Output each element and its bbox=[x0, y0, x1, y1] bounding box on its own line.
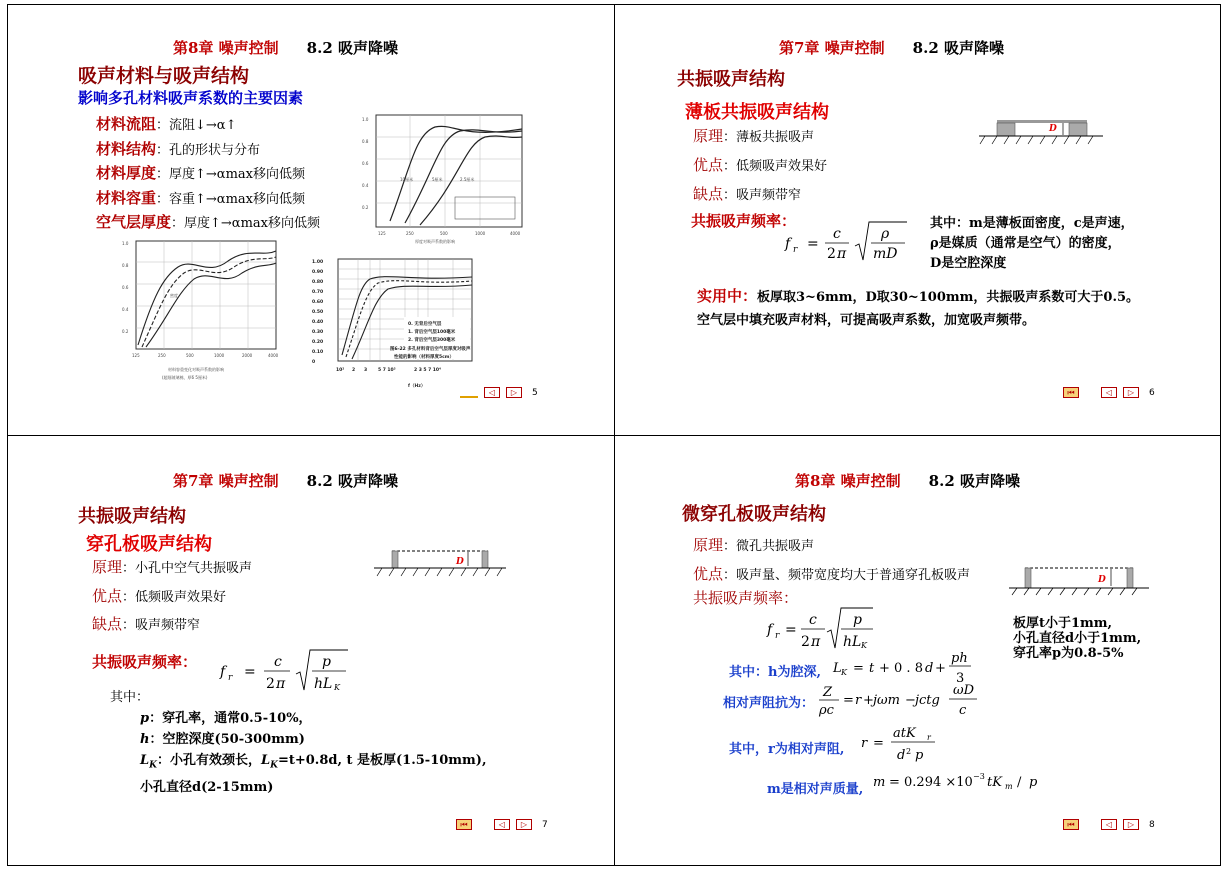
slide-subtitle: 穿孔板吸声结构 bbox=[86, 534, 212, 555]
svg-text:−3: −3 bbox=[973, 772, 985, 781]
svg-text:=: = bbox=[807, 236, 819, 252]
svg-text:K: K bbox=[841, 668, 847, 677]
home-icon: ⏮ bbox=[1067, 819, 1075, 829]
svg-text:5厘米: 5厘米 bbox=[432, 177, 443, 182]
svg-text:D: D bbox=[1098, 575, 1106, 585]
prev-button[interactable] bbox=[1101, 819, 1117, 830]
svg-text:r: r bbox=[775, 631, 780, 641]
svg-text:0.60: 0.60 bbox=[312, 300, 324, 305]
svg-text:图6-22 多孔材料背后空气层厚度对吸声: 图6-22 多孔材料背后空气层厚度对吸声 bbox=[390, 347, 471, 352]
frequency-label: 共振吸声频率： bbox=[92, 653, 198, 671]
svg-text:(超细玻璃棉，厚6 5厘米): (超细玻璃棉，厚6 5厘米) bbox=[162, 375, 208, 380]
home-icon: ⏮ bbox=[1067, 387, 1075, 397]
home-button[interactable] bbox=[460, 387, 478, 398]
svg-text:+: + bbox=[863, 693, 874, 708]
prev-icon: ◁ bbox=[1105, 388, 1113, 397]
slide-8 bbox=[615, 436, 1221, 866]
svg-text:=: = bbox=[843, 693, 854, 708]
svg-text:=: = bbox=[785, 622, 797, 638]
svg-text:/: / bbox=[1017, 775, 1022, 790]
svg-text:p: p bbox=[1029, 775, 1038, 790]
impedance-formula bbox=[817, 680, 987, 720]
svg-text:0. 无背后空气层: 0. 无背后空气层 bbox=[408, 322, 442, 327]
advantage-line: 优点：吸声量、频带宽度均大于普通穿孔板吸声 bbox=[693, 565, 971, 583]
svg-text:ph: ph bbox=[951, 651, 968, 666]
slide-title: 共振吸声结构 bbox=[677, 69, 785, 90]
next-icon: ▷ bbox=[1127, 388, 1135, 397]
slide-title: 微穿孔板吸声结构 bbox=[682, 504, 826, 525]
r-formula bbox=[859, 723, 949, 765]
chapter-label: 第8章 噪声控制 bbox=[173, 39, 279, 57]
slide-header bbox=[173, 37, 398, 58]
svg-text:2 3 5 7 10⁴: 2 3 5 7 10⁴ bbox=[414, 368, 442, 373]
slide-subtitle: 影响多孔材料吸声系数的主要因素 bbox=[78, 89, 304, 107]
svg-text:mD: mD bbox=[873, 246, 898, 262]
svg-text:t: t bbox=[869, 661, 875, 676]
svg-text:2: 2 bbox=[266, 676, 275, 692]
svg-text:π: π bbox=[276, 676, 286, 692]
factor-item: 空气层厚度：厚度↑→αmax移向低频 bbox=[96, 213, 320, 231]
slide-nav bbox=[456, 819, 548, 830]
page-number: 8 bbox=[1149, 819, 1155, 830]
slide-6 bbox=[615, 5, 1221, 435]
prev-icon: ◁ bbox=[498, 820, 506, 829]
formula-notes: 其中：m是薄板面密度，c是声速， ρ是媒质（通常是空气）的密度， D是空腔深度 bbox=[930, 216, 1134, 271]
svg-text:π: π bbox=[811, 634, 821, 650]
home-icon: ⏮ bbox=[460, 819, 468, 829]
svg-text:hL: hL bbox=[843, 634, 862, 650]
svg-text:0.4: 0.4 bbox=[122, 307, 129, 312]
svg-text:10²: 10² bbox=[336, 368, 345, 373]
svg-text:1. 背后空气层100毫米: 1. 背后空气层100毫米 bbox=[408, 330, 456, 335]
svg-text:0.30: 0.30 bbox=[312, 330, 324, 335]
svg-text:f（Hz）: f（Hz） bbox=[408, 384, 426, 389]
svg-text:f: f bbox=[220, 664, 226, 680]
svg-text:=: = bbox=[873, 736, 884, 751]
svg-text:=: = bbox=[853, 661, 864, 676]
frequency-label: 共振吸声频率： bbox=[691, 212, 797, 230]
svg-text:0.8: 0.8 bbox=[122, 263, 129, 268]
next-button[interactable] bbox=[1123, 387, 1139, 398]
svg-text:250: 250 bbox=[158, 353, 166, 358]
next-button[interactable] bbox=[516, 819, 532, 830]
section-label: 8.2 吸声降噪 bbox=[912, 39, 1004, 57]
svg-text:材料容重变化对吸声系数的影响: 材料容重变化对吸声系数的影响 bbox=[168, 367, 224, 372]
factor-item: 材料厚度：厚度↑→αmax移向低频 bbox=[96, 164, 305, 182]
page-number: 6 bbox=[1149, 387, 1155, 398]
m-formula bbox=[871, 768, 1051, 794]
next-icon: ▷ bbox=[520, 820, 528, 829]
svg-text:r: r bbox=[927, 733, 931, 742]
svg-text:5 7 10³: 5 7 10³ bbox=[378, 368, 396, 373]
prev-icon: ◁ bbox=[488, 388, 496, 397]
svg-text:d: d bbox=[897, 748, 906, 763]
svg-text:2: 2 bbox=[906, 747, 912, 756]
slide-nav bbox=[1063, 819, 1155, 830]
h-definition: 其中：h为腔深, bbox=[729, 665, 821, 680]
svg-text:0.10: 0.10 bbox=[312, 350, 324, 355]
svg-text:atK: atK bbox=[893, 726, 916, 741]
svg-text:K: K bbox=[861, 641, 867, 650]
absorption-curve-figure-airgap bbox=[308, 255, 478, 395]
svg-text:2000: 2000 bbox=[242, 353, 253, 358]
r-definition: 其中，r为相对声阻, bbox=[729, 742, 845, 757]
svg-text:0.50: 0.50 bbox=[312, 310, 324, 315]
svg-text:c: c bbox=[274, 654, 282, 670]
svg-text:1.0: 1.0 bbox=[362, 117, 369, 122]
advantage-line: 优点：低频吸声效果好 bbox=[693, 156, 828, 174]
section-label: 8.2 吸声降噪 bbox=[306, 39, 398, 57]
chapter-label: 第7章 噪声控制 bbox=[779, 39, 885, 57]
svg-text:jctg: jctg bbox=[915, 693, 940, 708]
svg-text:4000: 4000 bbox=[510, 231, 521, 236]
svg-text:tK: tK bbox=[987, 775, 1002, 790]
svg-text:0: 0 bbox=[312, 360, 316, 365]
svg-text:2. 背后空气层300毫米: 2. 背后空气层300毫米 bbox=[408, 338, 456, 343]
svg-text:+ 0 . 8: + 0 . 8 bbox=[879, 661, 923, 676]
svg-text:0.6: 0.6 bbox=[362, 161, 369, 166]
chapter-label: 第7章 噪声控制 bbox=[173, 472, 279, 490]
svg-text:1000: 1000 bbox=[475, 231, 486, 236]
svg-text:p: p bbox=[915, 748, 924, 763]
frequency-label: 共振吸声频率： bbox=[693, 589, 799, 607]
perforated-frequency-formula bbox=[218, 644, 352, 694]
principle-line: 原理：薄板共振吸声 bbox=[693, 127, 815, 145]
slide-header bbox=[779, 37, 1004, 58]
slide-nav bbox=[460, 387, 538, 398]
where-label: 其中： bbox=[110, 690, 150, 705]
svg-text:c: c bbox=[833, 226, 841, 242]
svg-text:p: p bbox=[853, 612, 862, 628]
svg-text:0.90: 0.90 bbox=[312, 270, 324, 275]
thin-plate-frequency-formula bbox=[783, 218, 913, 264]
slide-header bbox=[795, 470, 1020, 491]
svg-text:性能的影响（材料厚度5cm）: 性能的影响（材料厚度5cm） bbox=[394, 355, 454, 360]
svg-text:0.20: 0.20 bbox=[312, 340, 324, 345]
svg-text:= 0.294 ×10: = 0.294 ×10 bbox=[889, 775, 973, 790]
svg-text:−: − bbox=[905, 693, 916, 708]
page-number: 5 bbox=[532, 387, 538, 398]
svg-text:ωD: ωD bbox=[953, 683, 975, 698]
svg-text:r: r bbox=[793, 245, 798, 255]
svg-text:2: 2 bbox=[827, 246, 836, 262]
svg-text:Z: Z bbox=[823, 685, 833, 700]
svg-text:0.80: 0.80 bbox=[312, 280, 324, 285]
micro-notes: 板厚t小于1mm, 小孔直径d小于1mm, 穿孔率p为0.8-5% bbox=[1013, 616, 1142, 661]
page-number: 7 bbox=[542, 819, 548, 830]
factor-item: 材料容重：容重↑→αmax移向低频 bbox=[96, 188, 305, 207]
svg-text:0.4: 0.4 bbox=[362, 183, 369, 188]
home-button[interactable] bbox=[1063, 387, 1079, 398]
svg-text:0.40: 0.40 bbox=[312, 320, 324, 325]
svg-text:L: L bbox=[833, 661, 842, 676]
slide-title: 共振吸声结构 bbox=[78, 506, 186, 527]
prev-button[interactable] bbox=[494, 819, 510, 830]
svg-text:ρ: ρ bbox=[881, 226, 890, 242]
slide-5 bbox=[8, 5, 614, 435]
svg-text:2: 2 bbox=[801, 634, 810, 650]
slide-7 bbox=[8, 436, 614, 866]
section-label: 8.2 吸声降噪 bbox=[928, 472, 1020, 490]
svg-text:c: c bbox=[959, 703, 967, 718]
svg-text:500: 500 bbox=[186, 353, 194, 358]
svg-text:125: 125 bbox=[132, 353, 140, 358]
svg-text:ρc: ρc bbox=[819, 703, 834, 718]
svg-text:c: c bbox=[809, 612, 817, 628]
svg-text:3: 3 bbox=[364, 368, 368, 373]
svg-text:f: f bbox=[767, 622, 773, 638]
svg-text:r: r bbox=[228, 673, 233, 683]
svg-text:2.5厘米: 2.5厘米 bbox=[460, 177, 475, 182]
svg-text:D: D bbox=[456, 557, 464, 567]
svg-text:D: D bbox=[1049, 124, 1057, 134]
svg-text:2: 2 bbox=[352, 368, 356, 373]
def-h: h：空腔深度(50-300mm) bbox=[140, 732, 305, 747]
principle-line: 原理：小孔中空气共振吸声 bbox=[92, 558, 253, 576]
svg-text:0.8: 0.8 bbox=[362, 139, 369, 144]
svg-text:3: 3 bbox=[956, 671, 965, 686]
def-d: 小孔直径d(2-15mm) bbox=[140, 779, 274, 795]
svg-text:K: K bbox=[334, 683, 340, 692]
svg-text:m: m bbox=[873, 775, 886, 790]
slide-title: 吸声材料与吸声结构 bbox=[78, 65, 250, 87]
absorption-curve-figure-density bbox=[118, 237, 282, 389]
svg-text:+: + bbox=[935, 661, 946, 676]
chapter-label: 第8章 噪声控制 bbox=[795, 472, 901, 490]
slide-nav bbox=[1063, 387, 1155, 398]
svg-text:r: r bbox=[861, 736, 868, 751]
svg-text:hL: hL bbox=[314, 676, 333, 692]
section-label: 8.2 吸声降噪 bbox=[306, 472, 398, 490]
svg-text:厚度对吸声系数的影响: 厚度对吸声系数的影响 bbox=[415, 239, 455, 244]
def-p: p：穿孔率，通常0.5-10%， bbox=[140, 711, 312, 726]
svg-text:10厘米: 10厘米 bbox=[400, 177, 414, 182]
next-icon: ▷ bbox=[510, 388, 518, 397]
disadvantage-line: 缺点：吸声频带窄 bbox=[92, 615, 201, 633]
slide-header bbox=[173, 470, 398, 491]
svg-text:密度: 密度 bbox=[170, 293, 178, 298]
svg-text:4000: 4000 bbox=[268, 353, 279, 358]
svg-text:jωm: jωm bbox=[873, 693, 900, 708]
thin-plate-diagram bbox=[979, 117, 1103, 147]
absorption-curve-figure-thickness bbox=[360, 109, 532, 249]
home-button[interactable] bbox=[1063, 819, 1079, 830]
micro-perforated-diagram bbox=[1009, 564, 1149, 596]
svg-text:250: 250 bbox=[406, 231, 414, 236]
factor-item: 材料结构：孔的形状与分布 bbox=[96, 139, 261, 158]
def-lk: $L_K$：小孔有效颈长，$L_K=t+0.8d$, t 是板厚(1.5-10mm), bbox=[140, 753, 487, 771]
svg-text:p: p bbox=[322, 654, 331, 670]
disadvantage-line: 缺点：吸声频带窄 bbox=[693, 185, 802, 203]
variable-definitions bbox=[140, 708, 486, 798]
extra-note: 空气层中填充吸声材料，可提高吸声系数，加宽吸声频带。 bbox=[697, 313, 1036, 328]
advantage-line: 优点：低频吸声效果好 bbox=[92, 587, 227, 605]
next-button[interactable] bbox=[506, 387, 522, 398]
m-definition: m是相对声质量, bbox=[767, 782, 864, 797]
svg-text:1000: 1000 bbox=[214, 353, 225, 358]
svg-text:d: d bbox=[925, 661, 934, 676]
svg-text:125: 125 bbox=[378, 231, 386, 236]
prev-button[interactable] bbox=[1101, 387, 1117, 398]
svg-text:1.0: 1.0 bbox=[122, 241, 129, 246]
next-button[interactable] bbox=[1123, 819, 1139, 830]
prev-icon: ◁ bbox=[1105, 820, 1113, 829]
prev-button[interactable] bbox=[484, 387, 500, 398]
svg-text:f: f bbox=[785, 236, 791, 252]
principle-line: 原理：微孔共振吸声 bbox=[693, 536, 815, 554]
factor-list bbox=[96, 113, 320, 236]
svg-text:0.70: 0.70 bbox=[312, 290, 324, 295]
svg-text:m: m bbox=[1005, 782, 1013, 791]
svg-text:0.2: 0.2 bbox=[122, 329, 129, 334]
svg-text:=: = bbox=[244, 664, 256, 680]
practice-line: 实用中：板厚取3~6mm，D取30~100mm，共振吸声系数可大于0.5。 bbox=[697, 287, 1140, 305]
next-icon: ▷ bbox=[1127, 820, 1135, 829]
svg-text:1.00: 1.00 bbox=[312, 260, 324, 265]
svg-text:π: π bbox=[837, 246, 847, 262]
slide-subtitle: 薄板共振吸声结构 bbox=[685, 102, 829, 123]
home-button[interactable] bbox=[456, 819, 472, 830]
svg-text:r: r bbox=[855, 693, 862, 708]
impedance-label: 相对声阻抗为： bbox=[723, 696, 815, 711]
perforated-plate-diagram bbox=[374, 548, 506, 582]
svg-text:500: 500 bbox=[440, 231, 448, 236]
svg-text:0.6: 0.6 bbox=[122, 285, 129, 290]
factor-item: 材料流阻：流阻↓→α↑ bbox=[96, 115, 237, 133]
svg-text:0.2: 0.2 bbox=[362, 205, 369, 210]
